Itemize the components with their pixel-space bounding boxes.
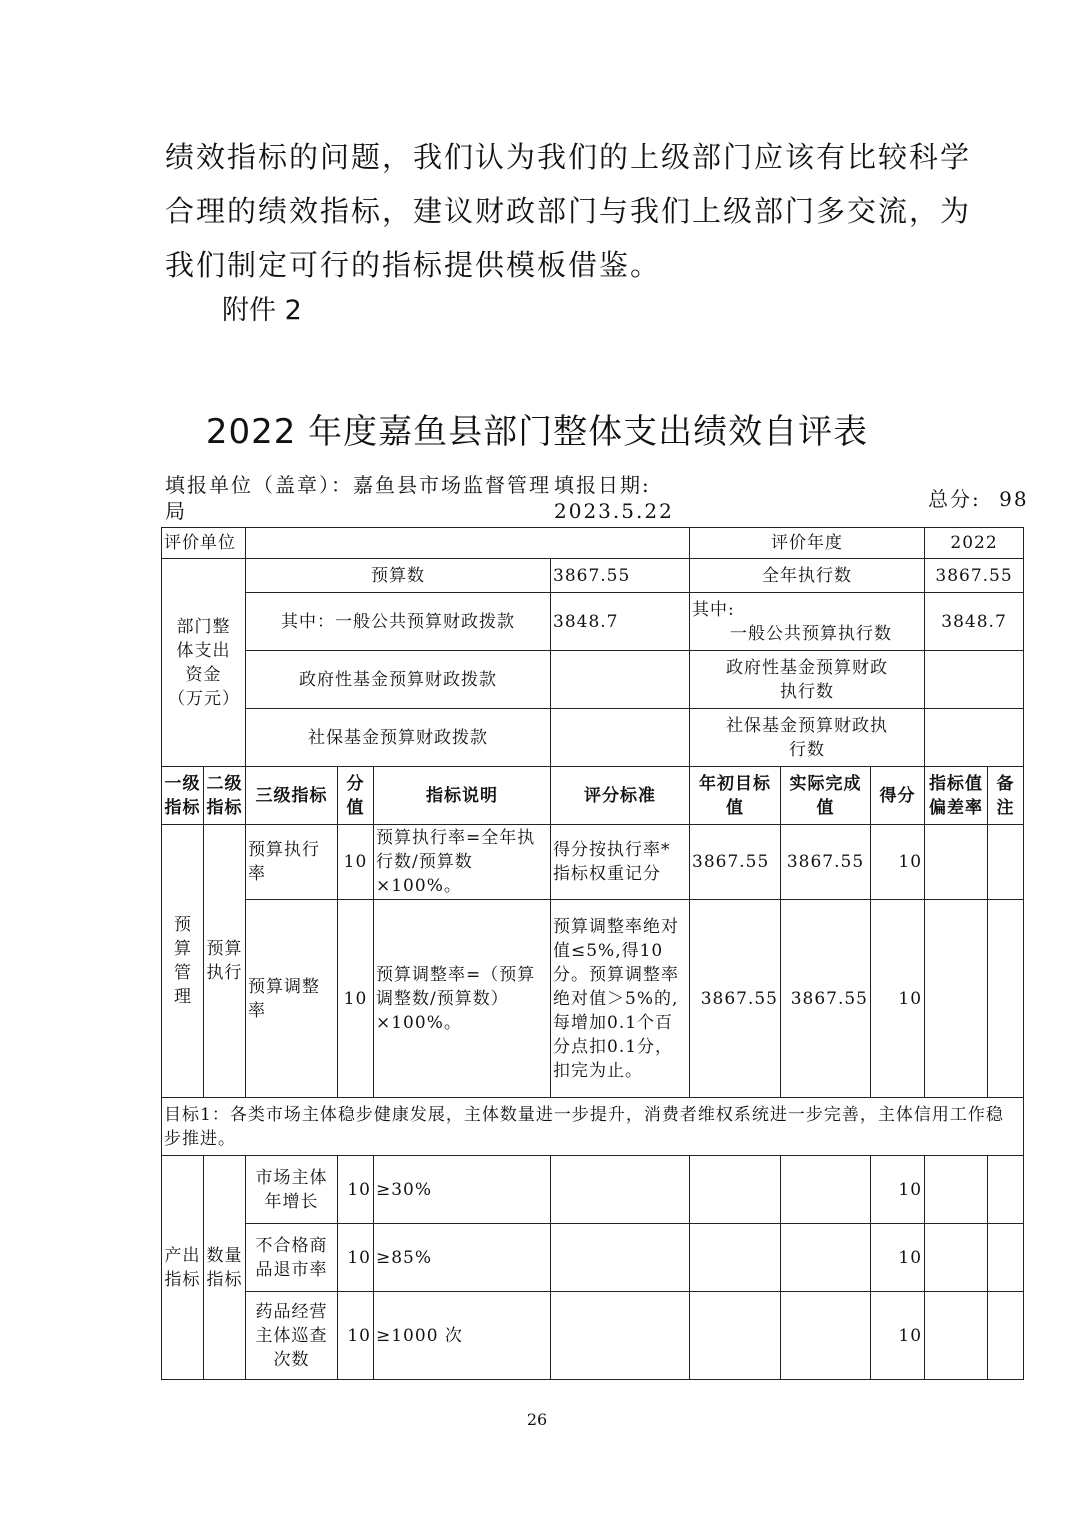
row1-description: 预算执行率=全年执行数/预算数×100%。 — [374, 825, 551, 900]
header-actual: 实际完成值 — [781, 767, 871, 825]
social-fund-value — [551, 709, 690, 767]
out1-level3: 市场主体年增长 — [246, 1156, 338, 1224]
out2-remark — [988, 1224, 1024, 1292]
out1-actual — [781, 1156, 871, 1224]
out2-target — [690, 1224, 781, 1292]
table-row — [162, 709, 1024, 767]
out3-score: 10 — [871, 1292, 925, 1380]
gov-fund-exec-value — [925, 651, 1024, 709]
out3-target — [690, 1292, 781, 1380]
row1-remark — [988, 825, 1024, 900]
total-score — [928, 486, 1029, 513]
row2-score: 10 — [871, 900, 925, 1098]
social-fund-exec-label: 社保基金预算财政执行数 — [690, 709, 925, 767]
out2-score: 10 — [871, 1224, 925, 1292]
row1-points: 10 — [338, 825, 374, 900]
header-points: 分值 — [338, 767, 374, 825]
eval-unit-value — [246, 528, 690, 559]
row1-score: 10 — [871, 825, 925, 900]
general-exec-value: 3848.7 — [925, 593, 1024, 651]
table-row — [162, 825, 1024, 900]
evaluation-table — [161, 527, 1024, 1380]
fill-unit-line-1: 填报单位（盖章）：嘉鱼县市场监督管理 — [165, 473, 551, 497]
row1-actual: 3867.55 — [781, 825, 871, 900]
budget-mgmt-level1: 预算管理 — [162, 825, 204, 1098]
eval-year-value: 2022 — [925, 528, 1024, 559]
table-row — [162, 1224, 1024, 1292]
table-row — [162, 651, 1024, 709]
header-level1: 一级指标 — [162, 767, 204, 825]
paragraph-line-2: 合理的绩效指标，建议财政部门与我们上级部门多交流，为 — [165, 194, 972, 228]
general-exec-label — [690, 593, 925, 651]
out1-deviation — [925, 1156, 988, 1224]
eval-unit-label: 评价单位 — [162, 528, 246, 559]
general-budget-label: 其中：一般公共预算财政拨款 — [246, 593, 551, 651]
out1-points: 10 — [338, 1156, 374, 1224]
total-score-value: 98 — [999, 487, 1029, 511]
out1-remark — [988, 1156, 1024, 1224]
row2-actual: 3867.55 — [781, 900, 871, 1098]
paragraph-line-1: 绩效指标的问题，我们认为我们的上级部门应该有比较科学 — [165, 140, 972, 174]
general-budget-value: 3848.7 — [551, 593, 690, 651]
general-exec-label-line-2: 一般公共预算执行数 — [730, 623, 892, 644]
fill-date-value: 2023.5.22 — [554, 499, 674, 523]
out2-actual — [781, 1224, 871, 1292]
out1-target — [690, 1156, 781, 1224]
table-row — [162, 900, 1024, 1098]
header-row — [162, 767, 1024, 825]
out1-description: ≥30% — [374, 1156, 551, 1224]
table-row — [162, 593, 1024, 651]
row2-points: 10 — [338, 900, 374, 1098]
out3-criteria — [551, 1292, 690, 1380]
fill-date-label: 填报日期: — [554, 473, 651, 497]
out3-remark — [988, 1292, 1024, 1380]
table-row — [162, 528, 1024, 559]
total-score-label: 总分: — [928, 487, 981, 511]
budget-label: 预算数 — [246, 559, 551, 593]
header-level3: 三级指标 — [246, 767, 338, 825]
row2-target: 3867.55 — [690, 900, 781, 1098]
out3-level3: 药品经营主体巡查次数 — [246, 1292, 338, 1380]
executed-label: 全年执行数 — [690, 559, 925, 593]
social-fund-label: 社保基金预算财政拨款 — [246, 709, 551, 767]
out2-level3: 不合格商品退市率 — [246, 1224, 338, 1292]
output-level1: 产出指标 — [162, 1156, 204, 1380]
header-target: 年初目标值 — [690, 767, 781, 825]
fill-unit-line-2: 局 — [165, 499, 187, 523]
row2-deviation — [925, 900, 988, 1098]
page-number: 26 — [526, 1410, 548, 1429]
row1-criteria: 得分按执行率*指标权重记分 — [551, 825, 690, 900]
eval-year-label: 评价年度 — [690, 528, 925, 559]
table-row — [162, 1156, 1024, 1224]
row1-deviation — [925, 825, 988, 900]
header-remark: 备注 — [988, 767, 1024, 825]
budget-mgmt-level2: 预算执行 — [204, 825, 246, 1098]
gov-fund-value — [551, 651, 690, 709]
page-title: 2022 年度嘉鱼县部门整体支出绩效自评表 — [205, 412, 869, 452]
out3-description: ≥1000 次 — [374, 1292, 551, 1380]
out3-actual — [781, 1292, 871, 1380]
executed-value: 3867.55 — [925, 559, 1024, 593]
gov-fund-exec-label: 政府性基金预算财政执行数 — [690, 651, 925, 709]
funds-group-label: 部门整体支出资金（万元） — [162, 559, 246, 767]
general-exec-label-line-1: 其中: — [692, 599, 735, 620]
header-criteria: 评分标准 — [551, 767, 690, 825]
table-row — [162, 1098, 1024, 1156]
attachment-label: 附件 2 — [222, 295, 302, 326]
row2-remark — [988, 900, 1024, 1098]
paragraph-line-3: 我们制定可行的指标提供模板借鉴。 — [165, 248, 662, 282]
out2-criteria — [551, 1224, 690, 1292]
row2-description: 预算调整率=（预算调整数/预算数）×100%。 — [374, 900, 551, 1098]
out1-criteria — [551, 1156, 690, 1224]
row2-criteria: 预算调整率绝对值≤5%,得10分。预算调整率绝对值＞5%的,每增加0.1个百分点扣0.1分，扣完为止。 — [551, 900, 690, 1098]
out3-points: 10 — [338, 1292, 374, 1380]
output-level2: 数量指标 — [204, 1156, 246, 1380]
out3-deviation — [925, 1292, 988, 1380]
out2-description: ≥85% — [374, 1224, 551, 1292]
social-fund-exec-value — [925, 709, 1024, 767]
header-score: 得分 — [871, 767, 925, 825]
row1-target: 3867.55 — [690, 825, 781, 900]
row2-level3: 预算调整率 — [246, 900, 338, 1098]
out2-points: 10 — [338, 1224, 374, 1292]
budget-value: 3867.55 — [551, 559, 690, 593]
out1-score: 10 — [871, 1156, 925, 1224]
row1-level3: 预算执行率 — [246, 825, 338, 900]
header-level2: 二级指标 — [204, 767, 246, 825]
gov-fund-label: 政府性基金预算财政拨款 — [246, 651, 551, 709]
header-description: 指标说明 — [374, 767, 551, 825]
out2-deviation — [925, 1224, 988, 1292]
header-deviation: 指标值偏差率 — [925, 767, 988, 825]
goal-1: 目标1：各类市场主体稳步健康发展，主体数量进一步提升，消费者维权系统进一步完善，主体信用工作稳步推进。 — [162, 1098, 1024, 1156]
table-row — [162, 559, 1024, 593]
table-row — [162, 1292, 1024, 1380]
